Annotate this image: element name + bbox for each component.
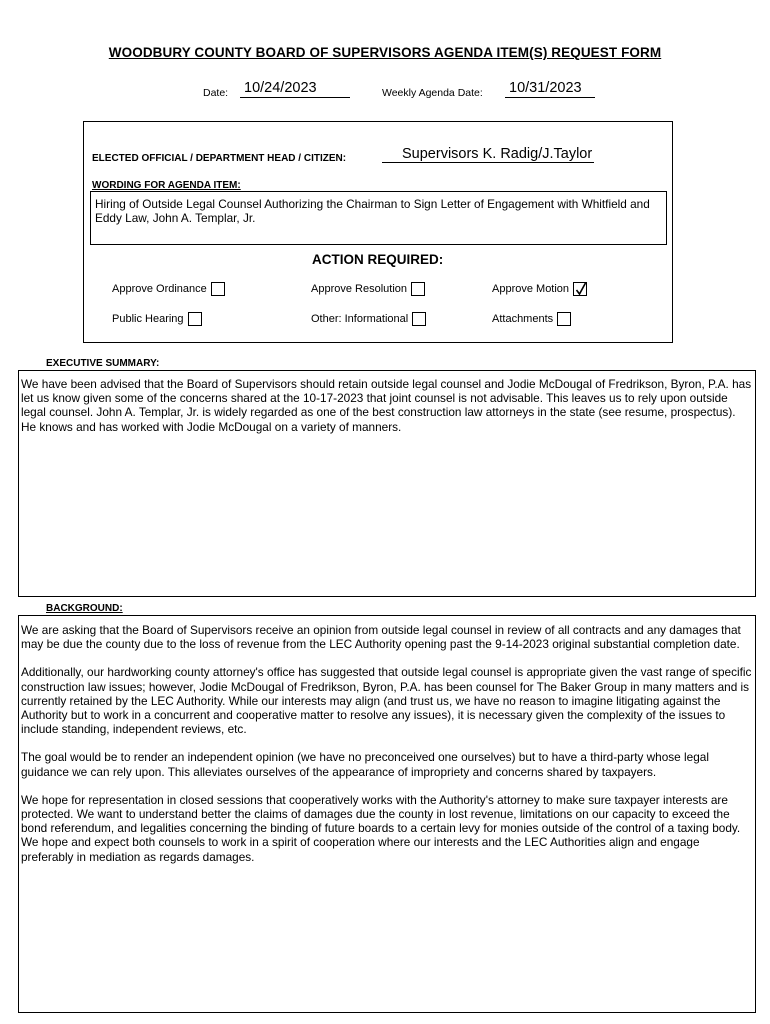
executive-summary-label: EXECUTIVE SUMMARY: — [46, 358, 160, 369]
action-required-heading: ACTION REQUIRED: — [312, 252, 444, 267]
other-informational-checkbox[interactable] — [412, 312, 426, 326]
approve-resolution-label: Approve Resolution — [311, 282, 408, 295]
approve-motion-label: Approve Motion — [492, 282, 570, 295]
form-title: WOODBURY COUNTY BOARD OF SUPERVISORS AGENDA ITEM(S) REQUEST FORM — [108, 45, 662, 60]
public-hearing-checkbox[interactable] — [188, 312, 202, 326]
request-info-box — [83, 121, 673, 343]
option-public-hearing — [112, 312, 202, 326]
background-paragraph: We hope for representation in closed sessions that cooperatively works with the Authority's attorney to make sure taxpayer interests are protected. We want to understand better the claims of damages due the county in lost revenue, limitations on our capacity to exceed the bond referendum, and legalities concerning the binding of future boards to a certain levy for monies outside of the control of a taxing body. We hope and expect both counsels to work in a spirit of cooperation where our interests and the LEC Authorities align and engage preferably in mediation as regards damages. — [21, 792, 741, 864]
background-paragraph: We are asking that the Board of Supervisors receive an opinion from outside legal counsel in review of all contracts and any damages that may be due the county due to the loss of revenue from the LEC Authority opening past the 9-14-2023 original substantial completion date. — [21, 623, 741, 652]
option-attachments — [492, 312, 571, 326]
approve-motion-checkbox[interactable] — [573, 282, 587, 296]
official-field[interactable]: Supervisors K. Radig/J.Taylor — [382, 146, 594, 163]
check-mark-icon — [575, 282, 587, 296]
background-paragraph: Additionally, our hardworking county attorney's office has suggested that outside legal counsel is appropriate given the vast range of specific construction law issues; however, Jodie McDougal of Fredrikson, Byron, P.A. has been counsel for The Baker Group in many matters and is currently retained by the LEC Authority. While our interests may align (and trust us, we have no reason to imagine litigating against the Authority but to work in a concurrent and cooperative matter to resolve any issues), it is necessary given the complexity of the issues to include standing, independent reviews, etc. — [21, 665, 752, 737]
date-field[interactable]: 10/24/2023 — [240, 80, 350, 98]
option-approve-resolution — [311, 282, 425, 296]
approve-ordinance-label: Approve Ordinance — [112, 282, 207, 295]
attachments-checkbox[interactable] — [557, 312, 571, 326]
executive-summary-text: We have been advised that the Board of Supervisors should retain outside legal counsel and Jodie McDougal of Fredrikson, Byron, P.A. has let us know given some of the concerns shared at the 10-17-2023 that joint counsel is not advisable. This leaves us to rely upon outside legal counsel. John A. Templar, Jr. is widely regarded as one of the best construction law attorneys in the state (see resume, prospectus). He knows and has worked with Jodie McDougal on a variety of manners. — [21, 377, 752, 434]
option-approve-ordinance — [112, 282, 225, 296]
weekly-agenda-date-label: Weekly Agenda Date: — [382, 87, 483, 99]
other-informational-label: Other: Informational — [311, 312, 409, 325]
attachments-label: Attachments — [492, 312, 554, 325]
executive-summary-box[interactable] — [18, 370, 756, 597]
wording-field[interactable]: Hiring of Outside Legal Counsel Authorizing the Chairman to Sign Letter of Engagement with Whitfield and Eddy Law, John A. Templar, Jr. — [90, 191, 667, 245]
date-label: Date: — [203, 87, 229, 99]
wording-label: WORDING FOR AGENDA ITEM: — [92, 180, 241, 191]
approve-ordinance-checkbox[interactable] — [211, 282, 225, 296]
official-label: ELECTED OFFICIAL / DEPARTMENT HEAD / CITIZEN: — [92, 153, 347, 164]
background-paragraph: The goal would be to render an independent opinion (we have no preconceived one ourselves) but to have a third-party whose legal guidance we can rely upon. This alleviates ourselves of the appearance of impropriety and concerns shared by taxpayers. — [21, 750, 709, 779]
public-hearing-label: Public Hearing — [112, 312, 184, 325]
background-box[interactable] — [18, 615, 756, 1013]
approve-resolution-checkbox[interactable] — [411, 282, 425, 296]
option-approve-motion — [492, 282, 587, 296]
option-other-informational — [311, 312, 426, 326]
background-label: BACKGROUND: — [46, 603, 123, 614]
weekly-agenda-date-field[interactable]: 10/31/2023 — [505, 80, 595, 98]
